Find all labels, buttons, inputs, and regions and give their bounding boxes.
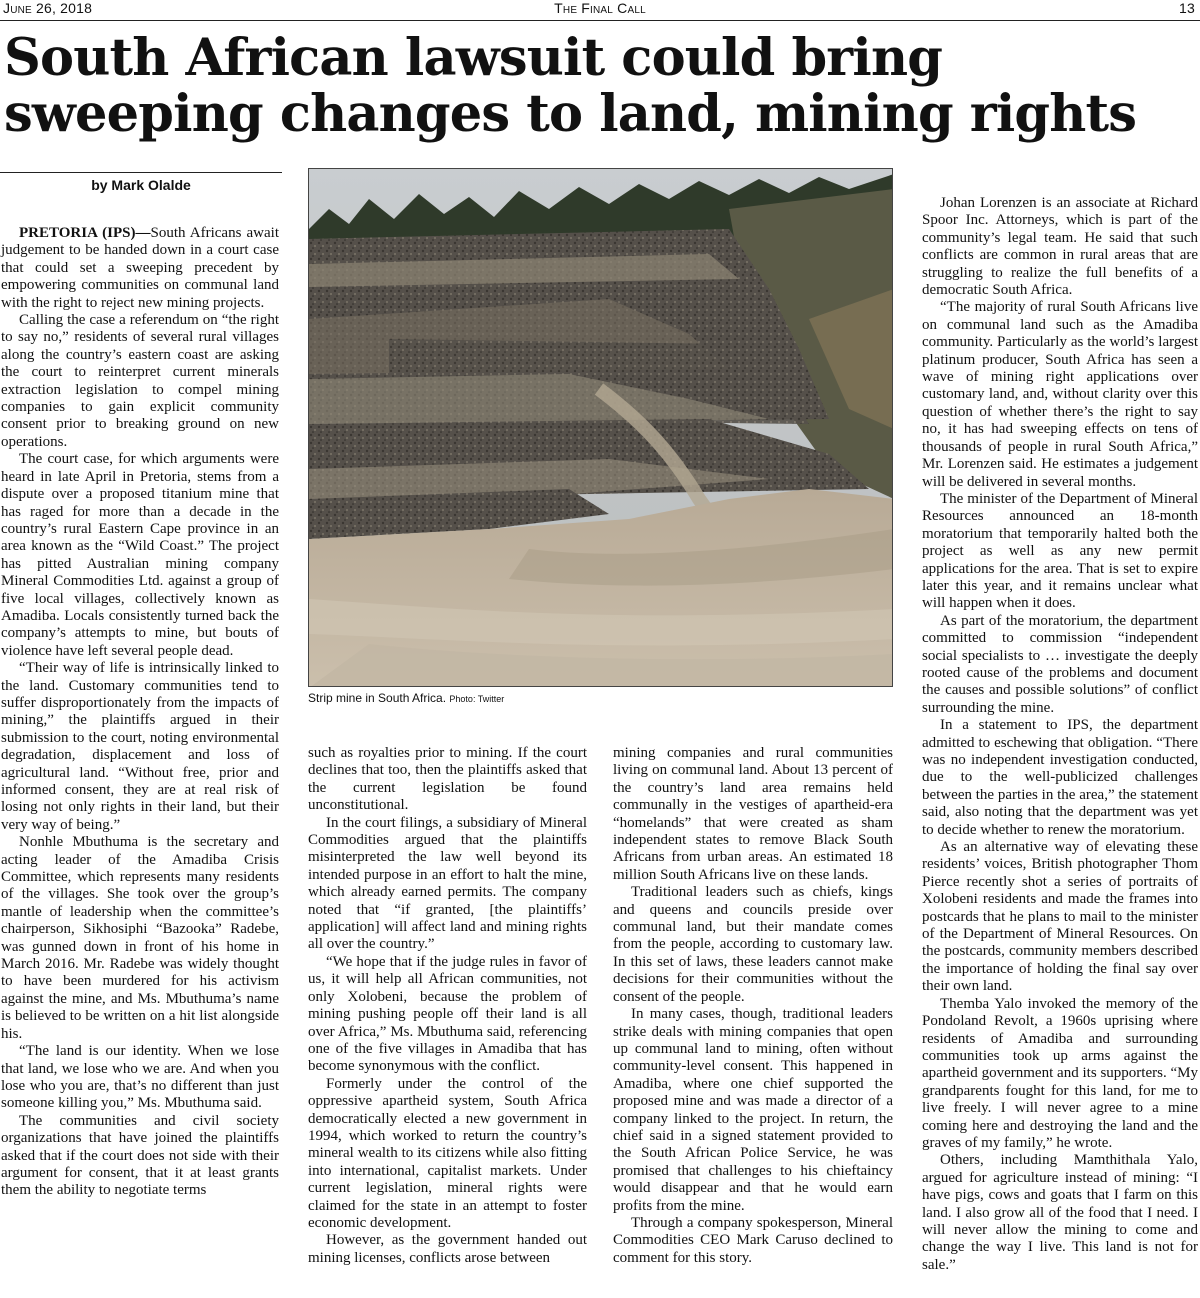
paragraph: In many cases, though, traditional leaders strike deals with mining companies that open up communal land to mining, often without community-level consent. This happened in Amadiba, where one chief supported the proposed mine and was made a director of a company linked to the project. In return, the chief said in a signed statement provided to the South African Police Service, he was promised that challenges to his chieftaincy would disappear and that he would earn profits from the mine.: [613, 1006, 893, 1214]
paragraph: such as royalties prior to mining. If the court declines that too, then the plaintiffs asked that the current legislation be found unconstitutional.: [308, 745, 587, 814]
paragraph: mining companies and rural communities living on communal land. About 13 percent of the country’s land area remains held communally in the vestiges of apartheid-era “homelands” that were created as sham independent states to remove Black South Africans from urban areas. An estimated 18 million South Africans live on these lands.: [613, 745, 893, 883]
paragraph: In the court filings, a subsidiary of Mineral Commodities argued that the plaintiffs misinterpreted the law well beyond its intended purpose in an effort to halt the mine, which already earned permits. The company noted that “if granted, [the plaintiffs’ application] will affect land and mining rights all over the country.”: [308, 814, 587, 953]
photo-credit: Photo: Twitter: [449, 694, 505, 704]
paragraph: Through a company spokesperson, Mineral Commodities CEO Mark Caruso declined to comment for this story.: [613, 1214, 893, 1266]
paragraph: Others, including Mamthithala Yalo, argued for agriculture instead of mining: “I have pigs, cows and goats that I farm on this land. I also grow all of the food that I need. I will never allow the mining to come and change the way I live. This land is not for sale.”: [922, 1152, 1198, 1273]
paragraph: The court case, for which arguments were heard in late April in Pretoria, stems from a dispute over a proposed titanium mine that has raged for more than a decade in the country’s rural Eastern Cape province in an area known as the “Wild Coast.” The project has pitted Australian mining company Mineral Commodities Ltd. against a group of five local villages, collectively known as Amadiba. Locals consistently turned back the company’s attempts to mine, but bouts of violence have left several people dead.: [1, 451, 279, 659]
dateline: PRETORIA (IPS)—: [19, 225, 151, 241]
paragraph: As part of the moratorium, the department committed to commission “independent social specialists to … investigate the deeply rooted cause of the problems and document the causes and possible solutions” of conflict surrounding the mine.: [922, 612, 1198, 716]
article-column-3: [613, 745, 893, 1267]
paragraph: “The land is our identity. When we lose that land, we lose who we are. And when you lose who you are, that’s no different than just someone killing you,” Ms. Mbuthuma said.: [1, 1043, 279, 1112]
paragraph: “We hope that if the judge rules in favor of us, it will help all African communities, not only Xolobeni, because the problem of mining pushing people off their land is all over Africa,” Ms. Mbuthuma said, referencing one of the five villages in Amadiba that has become synonymous with the conflict.: [308, 953, 587, 1075]
paragraph: Johan Lorenzen is an associate at Richard Spoor Inc. Attorneys, which is part of the community’s legal team. He said that such conflicts are common in rural areas that are struggling to realize the full benefits of a democratic South Africa.: [922, 195, 1198, 299]
paragraph: “Their way of life is intrinsically linked to the land. Customary communities tend to suffer disproportionately from the impacts of mining,” the plaintiffs argued in their submission to the court, noting environmental degradation, displacement and loss of agricultural land. “Without free, prior and informed consent, they are at real risk of losing not only rights in their land, but their very way of being.”: [1, 660, 279, 833]
article-column-2: [308, 745, 587, 1267]
article-column-4: [922, 195, 1198, 1274]
photo-caption: [308, 691, 893, 705]
headline: South African lawsuit could bring sweeping changes to land, mining rights: [4, 28, 1137, 144]
page-folio: [0, 0, 1200, 21]
paragraph: [1, 225, 279, 312]
paragraph: Nonhle Mbuthuma is the secretary and acting leader of the Amadiba Crisis Committee, which represents many residents of the villages. She took over the group’s mantle of leadership when the committee’s chairperson, Sikhosiphi “Bazooka” Radebe, was gunned down in front of his home in March 2016. Mr. Radebe was widely thought to have been murdered for his activism against the mine, and Ms. Mbuthuma’s name is believed to be written on a hit list alongside his.: [1, 834, 279, 1042]
paragraph: The communities and civil society organizations that have joined the plaintiffs asked that if the court does not side with their argument for consent, that it at least grants them the ability to negotiate terms: [1, 1112, 279, 1199]
article-column-1: [1, 225, 279, 1200]
paragraph: In a statement to IPS, the department admitted to eschewing that obligation. “There was no independent investigation conducted, due to the well-publicized challenges between the parties in the area,” the statement said, also noting that the department was yet to decide whether to renew the moratorium.: [922, 717, 1198, 838]
strip-mine-photo: [308, 168, 893, 687]
caption-text: Strip mine in South Africa.: [308, 691, 447, 705]
paragraph: As an alternative way of elevating these residents’ voices, British photographer Thom Pierce recently shot a series of portraits of Xolobeni residents and made the frames into postcards that he plans to mail to the minister of the Department of Mineral Resources. On the postcards, community members described the importance of holding the final say over their own land.: [922, 839, 1198, 995]
paragraph: However, as the government handed out mining licenses, conflicts arose between: [308, 1232, 587, 1266]
publication-name: The Final Call: [554, 0, 646, 16]
issue-date: June 26, 2018: [3, 0, 93, 16]
page-number: 13: [1179, 0, 1195, 16]
paragraph: The minister of the Department of Mineral Resources announced an 18-month moratorium that temporarily halted both the project as well as any new permit applications for the area. That is set to expire later this year, and it remains unclear what will happen when it does.: [922, 490, 1198, 612]
paragraph: Themba Yalo invoked the memory of the Pondoland Revolt, a 1960s uprising where residents of Amadiba and surrounding communities took up arms against the apartheid government and its supporters. “My grandparents fought for this land, for me to live freely. I will never agree to a mine coming here and destroying the land and the graves of my family,” he wrote.: [922, 995, 1198, 1151]
paragraph: Calling the case a referendum on “the right to say no,” residents of several rural villages along the country’s eastern coast are asking the court to reinterpret current minerals extraction legislation to compel mining companies to gain explicit community consent prior to breaking ground on new operations.: [1, 312, 279, 450]
strip-mine-illustration: [309, 169, 893, 687]
paragraph: “The majority of rural South Africans live on communal land such as the Amadiba community. Particularly as the world’s largest platinum producer, South Africa has seen a wave of mining right applications over customary land, and, without clarity over this question of whether there’s the right to say no, it has had sweeping effects on tens of thousands of people in rural South Africa,” Mr. Lorenzen said. He estimates a judgement will be delivered in several months.: [922, 299, 1198, 490]
paragraph: Traditional leaders such as chiefs, kings and queens and councils preside over communal land, but their mandate comes from the people, according to customary law. In this set of laws, these leaders cannot make decisions for their communities without the consent of the people.: [613, 884, 893, 1005]
paragraph-text: South Africans await judgement to be handed down in a court case that could set a sweeping precedent by empowering communities on communal land with the right to reject new mining projects.: [1, 225, 279, 311]
byline: by Mark Olalde: [91, 177, 191, 193]
byline-rule: [0, 172, 282, 173]
paragraph: Formerly under the control of the oppressive apartheid system, South Africa democratically elected a new government in 1994, which worked to return the country’s mineral wealth to its citizens while also fitting into international, capitalist markets. Under current legislation, mineral rights were claimed for the state in an attempt to foster economic development.: [308, 1075, 587, 1231]
